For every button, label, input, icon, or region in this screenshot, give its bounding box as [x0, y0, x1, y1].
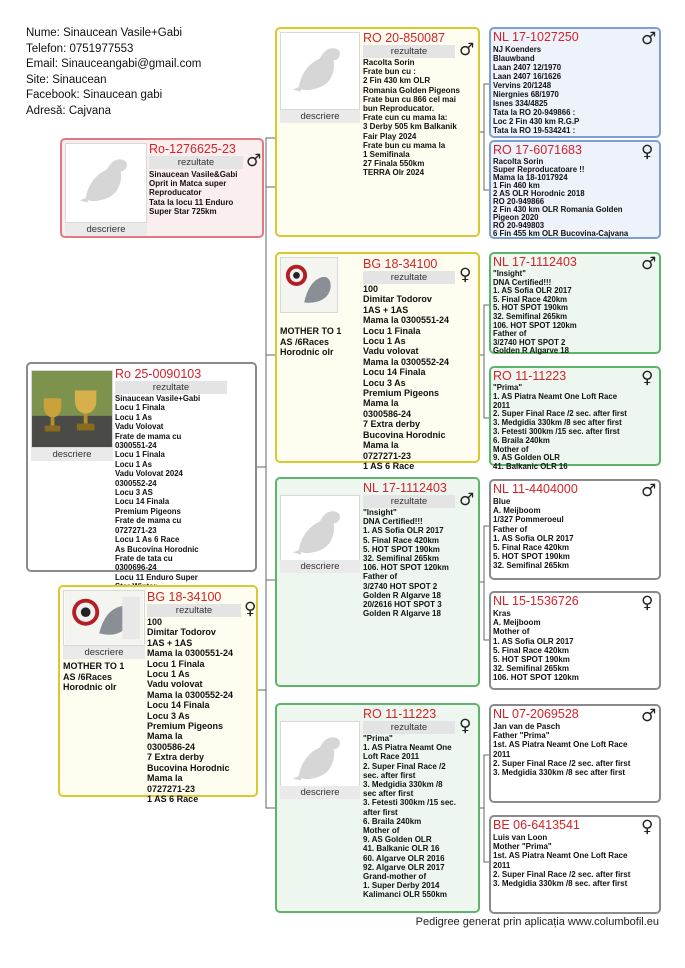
ggp-fmm-card[interactable] [489, 366, 661, 472]
maternal-grandmother-results-label[interactable]: rezultate [363, 721, 455, 734]
ggp-fff-card[interactable] [489, 27, 661, 138]
father-photo[interactable] [65, 143, 147, 223]
trophy-photo-image [32, 371, 112, 447]
ggp-mfm-ring-number: NL 15-1536726 [493, 594, 579, 608]
maternal-grandfather-details: "Insight" DNA Certified!!! 1. AS Sofia OLR 2017 5. Final Race 420km 5. HOT SPOT 190km 32. Semifinal 265km 106. HOT SPOT 120km Father of 3/2740 HOT SPOT 2 Golden R Algarve 18 20/2616 HOT SPOT 3 Golden R Algarve 18 [363, 508, 449, 619]
paternal-grandfather-photo[interactable] [280, 32, 360, 110]
ggp-mff-card[interactable] [489, 479, 661, 580]
father-ring-number: Ro-1276625-23 [149, 142, 236, 156]
ggp-mmm-ring-number: BE 06-6413541 [493, 818, 580, 832]
paternal-grandmother-ring-number: BG 18-34100 [363, 257, 438, 271]
female-icon: ♀ [459, 716, 472, 736]
male-icon: ♂ [641, 254, 657, 274]
pigeon-photo-image [64, 591, 144, 645]
owner-info [26, 26, 201, 119]
paternal-grandfather-ring-number: RO 20-850087 [363, 31, 446, 45]
owner-email[interactable]: Email: Sinauceangabi@gmail.com [26, 58, 202, 70]
owner-address: Adresă: Cajvana [26, 104, 112, 117]
paternal-grandmother-card[interactable] [275, 252, 480, 471]
ggp-mmf-card[interactable] [489, 704, 661, 803]
female-icon: ♀ [244, 599, 257, 619]
ggp-mmm-details: Luis van Loon Mother "Prima" 1st. AS Piatra Neamt One Loft Race 2011 2. Super Final Race /2 sec. after first 3. Medgidia 330km /8 sec. after first [493, 833, 631, 889]
male-icon: ♂ [641, 706, 657, 726]
mother-photo-note: MOTHER TO 1 AS /6Races Horodnic olr [63, 661, 125, 692]
ggp-fmf-details: "Insight" DNA Certified!!! 1. AS Sofia OLR 2017 5. Final Race 420km 5. HOT SPOT 190km 32. Semifinal 265km 106. HOT SPOT 120km Father of 3/2740 HOT SPOT 2 Golden R Algarve 18 [493, 269, 577, 356]
female-icon: ♀ [641, 368, 654, 388]
footer-credit: Pedigree generat prin aplicația www.columbofil.eu [415, 916, 659, 928]
ggp-fmf-card[interactable] [489, 252, 661, 354]
ggp-fmm-details: "Prima" 1. AS Piatra Neamt One Loft Race 2011 2. Super Final Race /2 sec. after first 3. Medgidia 330km /8 sec after first 3. Fetesti 300km /15 sec. after first 6. Braila 240km Mother of 9. AS Golden OLR 41. Balkanic OLR 16 [493, 383, 627, 472]
paternal-grandfather-details: Racolta Sorin Frate bun cu : 2 Fin 430 km OLR Romania Golden Pigeons Frate bun cu 866 cel mai bun Reproducator. Frate cun cu mama la: 3 Derby 505 km Balkanik Fair Play 2024 Frate bun cu mama la 1 Semifinala 27 Finala 550km TERRA Olr 2024 [363, 58, 460, 178]
maternal-grandfather-ring-number: NL 17-1112403 [363, 481, 447, 495]
maternal-grandmother-card[interactable] [275, 703, 480, 913]
mother-card[interactable] [58, 585, 258, 804]
male-icon: ♂ [459, 490, 475, 510]
ggp-mff-ring-number: NL 11-4404000 [493, 482, 578, 496]
father-details: Sinaucean Vasile&Gabi Oprit in Matca super Reproducator Tata la locu 11 Enduro Super Star 725km [149, 170, 238, 216]
subject-details: Sinaucean Vasile+Gabi Locu 1 Finala Locu 1 As Vadu Volovat Frate de mama cu 0300551-24 Locu 1 Finala Locu 1 As Vadu Volovat 2024 0300552-24 Locu 3 AS Locu 14 Finala Premium Pigeons Frate de mama cu 0727271-23 Locu 1 As 6 Race As Bucovina Horodnic Frate de tata cu 0300696-24 Locu 11 Enduro Super [115, 394, 201, 582]
pigeon-silhouette-icon [66, 144, 146, 222]
ggp-ffm-details: Racolta Sorin Super Reproducatoare !! Mama la 18-1017924 1 Fin 460 km 2 AS OLR Horodnic 2018 RO 20-949866 2 Fin 430 km OLR Romania Golden Pigeon 2020 RO 20-949803 6 Fin 455 km OLR Bucovina-Cajvana [493, 157, 629, 238]
pigeon-silhouette-icon [281, 33, 359, 109]
male-icon: ♂ [641, 29, 657, 49]
subject-photo[interactable] [31, 370, 113, 448]
mother-details: 100 Dimitar Todorov 1AS + 1AS Mama la 0300551-24 Locu 1 Finala Locu 1 As Vadu volovat Mama la 0300552-24 Locu 14 Finala Locu 3 As Premium Pigeons Mama la 0300586-24 7 Extra derby Bucovina Horodnic Mama la 0727271-23 1 AS 6 Race [147, 617, 234, 804]
subject-results-label[interactable]: rezultate [115, 381, 227, 394]
ggp-mfm-details: Kras A. Meijboom Mother of 1. AS Sofia OLR 2017 5. Final Race 420km 5. HOT SPOT 190km 32. Semifinal 265km 106. HOT SPOT 120km [493, 609, 579, 683]
female-icon: ♀ [641, 142, 654, 162]
paternal-grandmother-photo-note: MOTHER TO 1 AS /6Races Horodnic olr [280, 326, 342, 357]
male-icon: ♂ [246, 151, 262, 171]
ggp-ffm-ring-number: RO 17-6071683 [493, 143, 582, 157]
maternal-grandmother-description-button[interactable]: descriere [280, 786, 360, 799]
ggp-fmm-ring-number: RO 11-11223 [493, 369, 567, 383]
ggp-mfm-card[interactable] [489, 591, 661, 690]
owner-name: Nume: Sinaucean Vasile+Gabi [26, 27, 183, 39]
subject-description-button[interactable]: descriere [31, 448, 113, 461]
maternal-grandmother-details: "Prima" 1. AS Piatra Neamt One Loft Race 2011 2. Super Final Race /2 sec. after first 3. Medgidia 330km /8 sec after first 3. Fetesti 300km /15 sec. after first 6. Braila 240km Mother of 9. AS Golden OLR 41. Balkanic OLR 16 60. Algarve OLR 2016 92. Algarve OLR 2017 Grand-mother of 1. Super Derby 2014 Kalimanci OLR 550km [363, 734, 456, 900]
paternal-grandmother-details: 100 Dimitar Todorov 1AS + 1AS Mama la 0300551-24 Locu 1 Finala Locu 1 As Vadu volovat Mama la 0300552-24 Locu 14 Finala Locu 3 As Premium Pigeons Mama la 0300586-24 7 Extra derby Bucovina Horodnic Mama la 0727271-23 1 AS 6 Race [363, 284, 450, 471]
paternal-grandfather-description-button[interactable]: descriere [280, 110, 360, 123]
father-results-label[interactable]: rezultate [149, 156, 243, 169]
male-icon: ♂ [641, 481, 657, 501]
owner-site[interactable]: Site: Sinaucean [26, 73, 107, 86]
male-icon: ♂ [459, 40, 475, 60]
paternal-grandmother-photo[interactable] [280, 257, 338, 313]
maternal-grandfather-description-button[interactable]: descriere [280, 560, 360, 573]
ggp-fmf-ring-number: NL 17-1112403 [493, 255, 577, 269]
mother-description-button[interactable]: descriere [63, 646, 145, 659]
owner-facebook[interactable]: Facebook: Sinaucean gabi [26, 89, 163, 101]
subject-ring-number: Ro 25-0090103 [115, 367, 202, 381]
female-icon: ♀ [641, 593, 654, 613]
maternal-grandfather-results-label[interactable]: rezultate [363, 495, 455, 508]
maternal-grandfather-card[interactable] [275, 477, 480, 687]
father-card[interactable] [60, 138, 264, 238]
maternal-grandmother-ring-number: RO 11-11223 [363, 707, 437, 721]
subject-card[interactable] [26, 362, 257, 582]
ggp-ffm-card[interactable] [489, 140, 661, 239]
ggp-mmf-ring-number: NL 07-2069528 [493, 707, 579, 721]
female-icon: ♀ [641, 817, 654, 837]
paternal-grandmother-results-label[interactable]: rezultate [363, 271, 455, 284]
ggp-mmf-details: Jan van de Pasch Father "Prima" 1st. AS Piatra Neamt One Loft Race 2011 2. Super Final Race /2 sec. after first 3. Medgidia 330km /8 sec after first [493, 722, 631, 778]
owner-phone: Telefon: 0751977553 [26, 42, 134, 55]
ggp-mff-details: Blue A. Meijboom 1/327 Pommeroeul Father of 1. AS Sofia OLR 2017 5. Final Race 420km 5. HOT SPOT 190km 32. Semifinal 265km [493, 497, 574, 571]
ggp-fff-ring-number: NL 17-1027250 [493, 30, 579, 44]
father-description-button[interactable]: descriere [65, 223, 147, 236]
paternal-grandfather-results-label[interactable]: rezultate [363, 45, 455, 58]
pigeon-photo-image [281, 258, 337, 312]
ggp-mmm-card[interactable] [489, 815, 661, 914]
female-icon: ♀ [459, 265, 472, 285]
paternal-grandfather-card[interactable] [275, 27, 480, 237]
ggp-fff-details: NJ Koenders Blauwband Laan 2407 12/1970 Laan 2407 16/1626 Vervins 20/1248 Niergnies 68/1970 Isnes 334/4825 Tata la RO 20-949866 : Loc 2 Fin 430 km R.G.P Tata la RO 19-534241 : [493, 45, 580, 135]
mother-ring-number: BG 18-34100 [147, 590, 222, 604]
mother-photo[interactable] [63, 590, 145, 646]
mother-results-label[interactable]: rezultate [147, 604, 241, 617]
